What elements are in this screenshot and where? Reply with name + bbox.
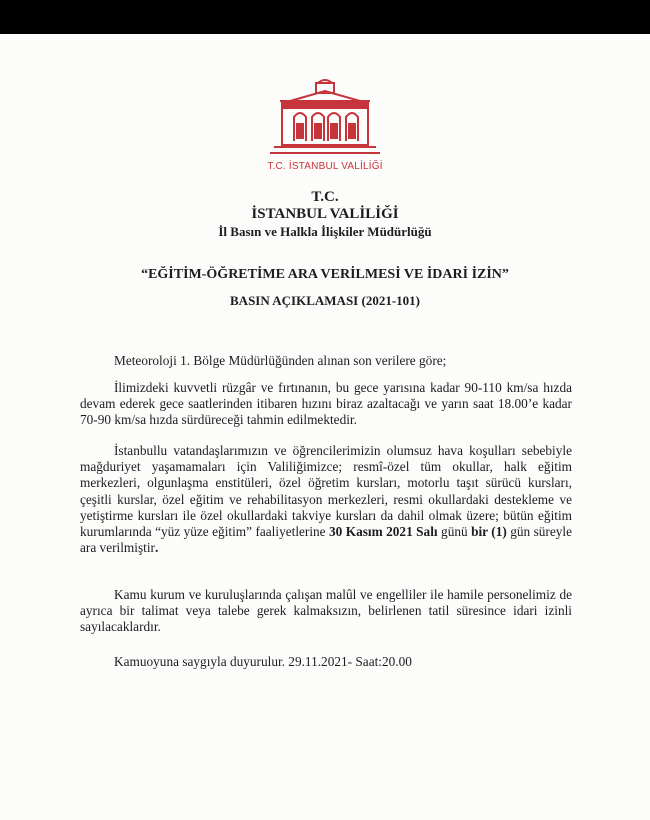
logo-caption: T.C. İSTANBUL VALİLİĞİ	[267, 161, 383, 172]
document-title: “EĞİTİM-ÖĞRETİME ARA VERİLMESİ VE İDARİ İZİN”	[141, 267, 509, 282]
paragraph-school-closure	[80, 443, 572, 556]
top-black-bar	[0, 0, 650, 34]
paragraph-wind-forecast: İlimizdeki kuvvetli rüzgâr ve fırtınanın, bu gece yarısına kadar 90-110 km/sa hızda devam ederek gece saatlerinden itibaren hızını biraz azaltacağı ve yarın saat 18.00’e kadar 70-90 km/sa hızda sürdüreceği tahmin edilmektedir.	[80, 380, 572, 428]
closure-duration: bir (1)	[471, 524, 507, 540]
logo	[263, 79, 387, 174]
closure-period: .	[154, 540, 159, 556]
closure-end: gün süreyle ara verilmiştir	[80, 524, 572, 556]
header-istanbul-valiligi: İSTANBUL VALİLİĞİ	[251, 206, 399, 222]
header-department: İl Basın ve Halkla İlişkiler Müdürlüğü	[218, 224, 432, 239]
document-subtitle: BASIN AÇIKLAMASI (2021-101)	[230, 293, 420, 308]
closure-mid: günü	[437, 524, 472, 540]
paragraph-administrative-leave: Kamu kurum ve kuruluşlarında çalışan malûl ve engelliler ile hamile personelimiz de ayrıca bir talimat veya talebe gerek kalmaksızın, belirlenen tatil süresince idari izinli sayılacaklardır.	[80, 587, 572, 635]
tc-istanbul-valiligi-building-logo-icon	[266, 79, 384, 159]
header-tc: T.C.	[311, 189, 339, 205]
closure-text: İstanbullu vatandaşlarımızın ve öğrencilerimizin olumsuz hava koşulları sebebiyle mağduriyet yaşamamaları için Valiliğimizce; resmî-özel tüm okullar, halk eğitim merkezleri, olgunlaşma enstitüleri, özel öğretim kursları, motorlu taşıt sürücü kursları, çeşitli kurslar, özel eğitim ve rehabilitasyon merkezleri, resmi okullardaki destekleme ve yetiştirme kursları ile özel okullardaki takviye kursları da dahil olmak üzere; bütün eğitim kurumlarında “yüz yüze eğitim” faaliyetlerine	[80, 443, 572, 540]
closure-date: 30 Kasım 2021 Salı	[329, 524, 438, 540]
press-release-page	[0, 34, 650, 820]
paragraph-meteorology: Meteoroloji 1. Bölge Müdürlüğünden alınan son verilere göre;	[114, 353, 447, 368]
paragraph-announcement-date: Kamuoyuna saygıyla duyurulur. 29.11.2021- Saat:20.00	[114, 654, 412, 669]
